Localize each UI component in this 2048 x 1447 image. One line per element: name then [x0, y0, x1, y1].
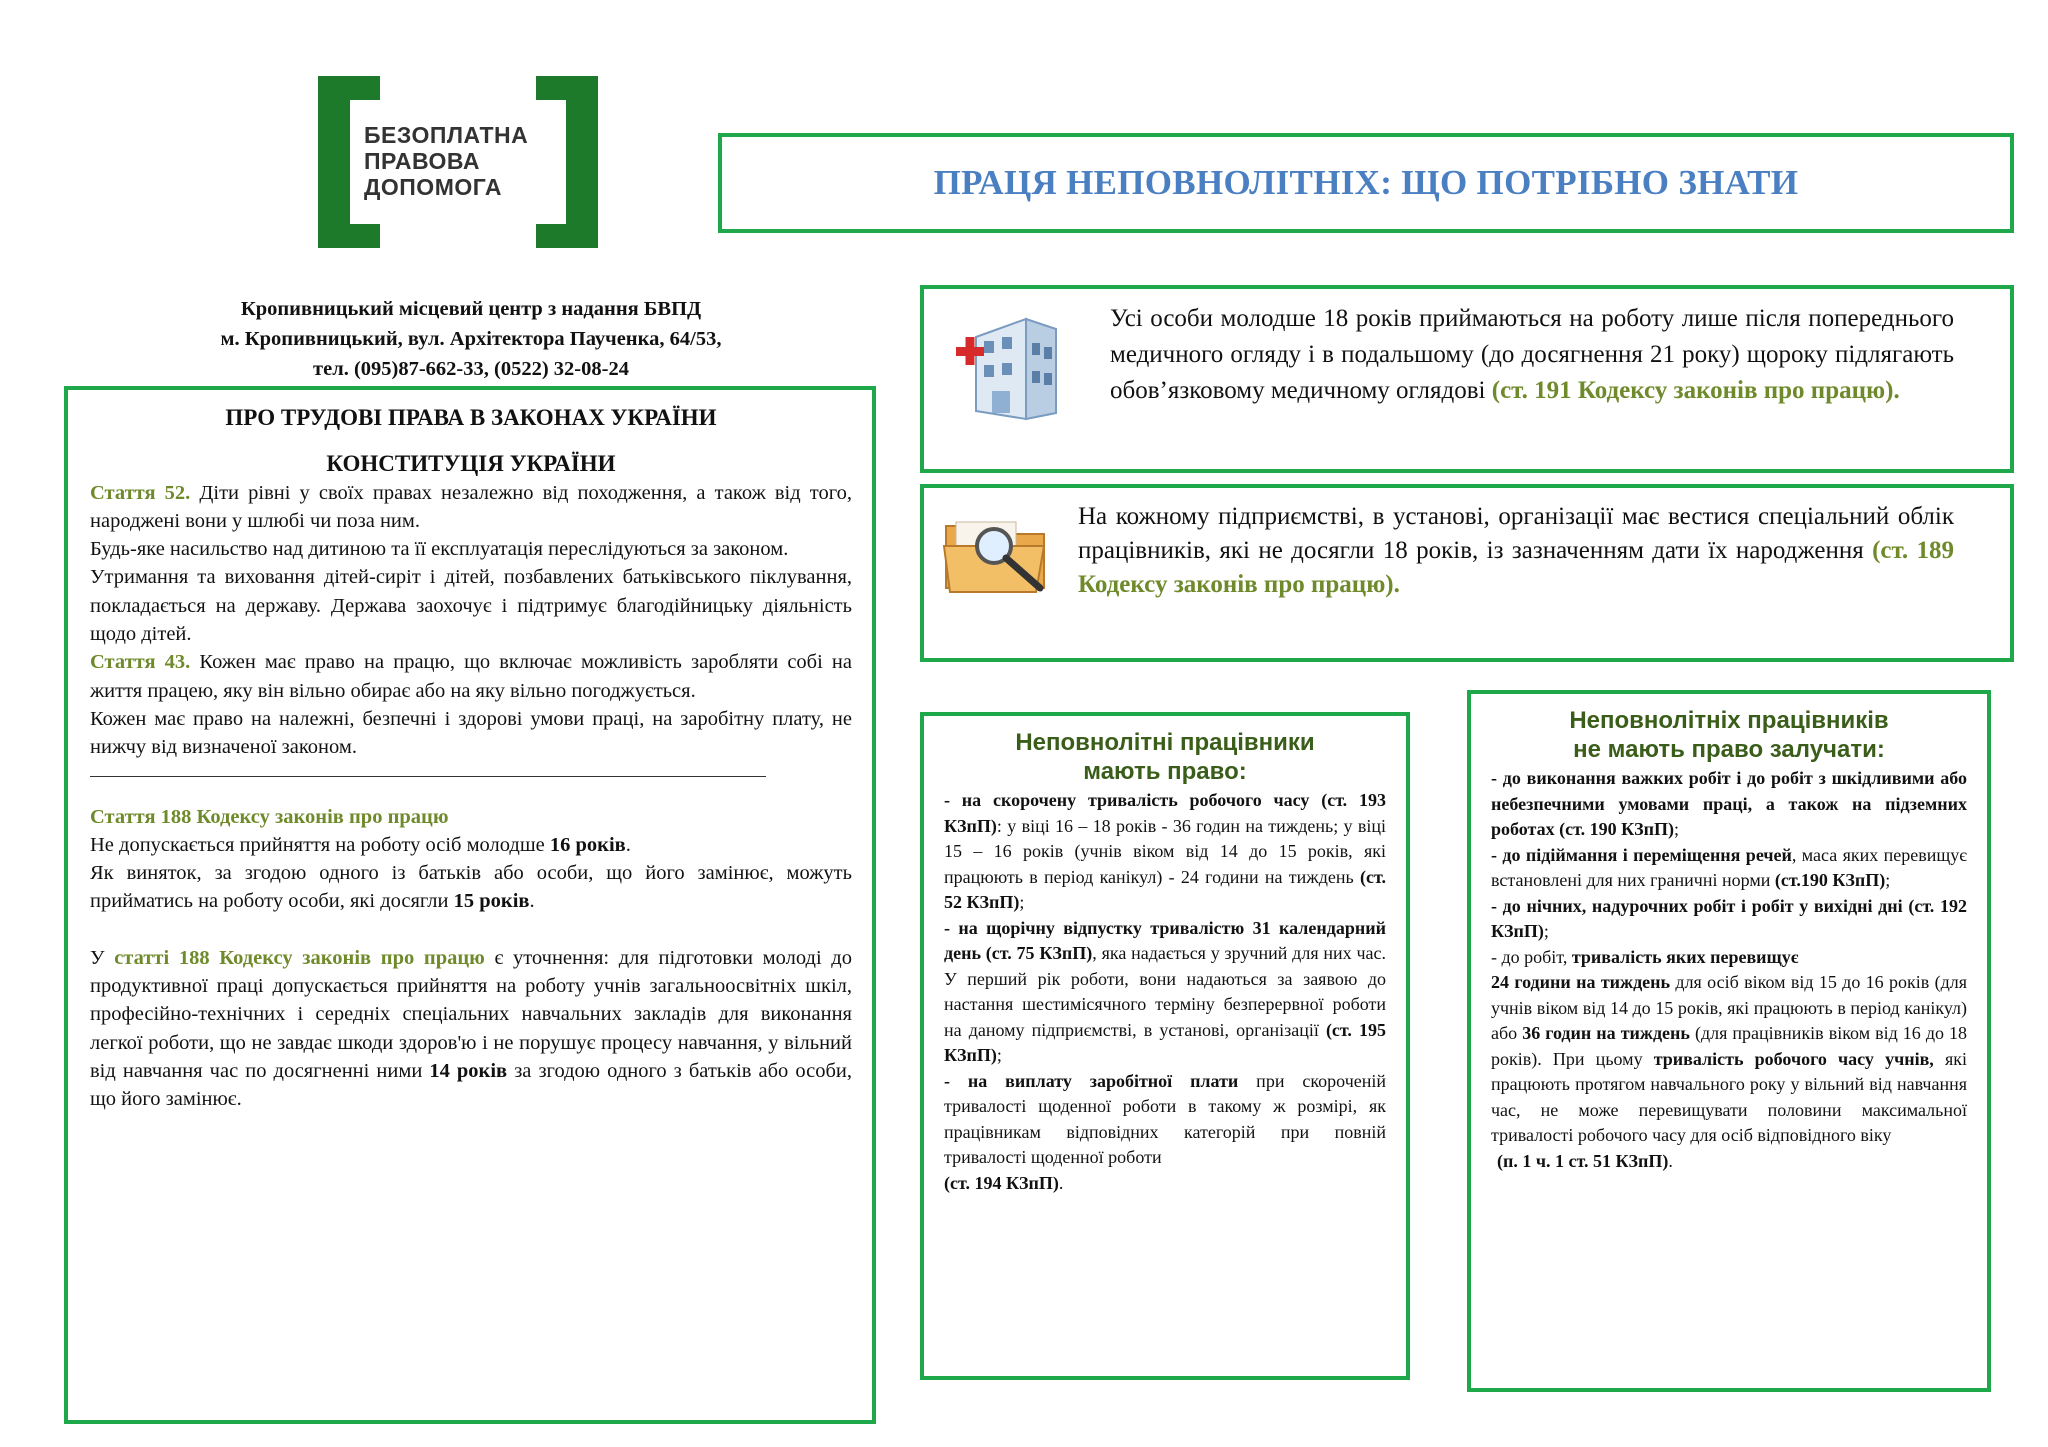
list-item: - до нічних, надурочних робіт і робіт у вихідні дні (ст. 192 КЗпП);: [1491, 895, 1967, 941]
folder-search-icon: [940, 510, 1060, 600]
paragraph: Кожен має право на належні, безпечні і здорові умови праці, на заробітну плату, не нижчу від визначеної законом.: [90, 707, 852, 759]
list-item-ref: (п. 1 ч. 1 ст. 51 КЗпП).: [1497, 1150, 1673, 1171]
divider: [90, 776, 766, 777]
constitution-heading: КОНСТИТУЦІЯ УКРАЇНИ: [326, 451, 616, 477]
records-text: На кожному підприємстві, в установі, організації має вестися спеціальний облік працівників, які не досягли 18 років, із зазначенням дати їх народження (ст. 189 Кодексу законів про працю).: [1078, 503, 1954, 598]
list-item: - на скорочену тривалість робочого часу (ст. 193 КЗпП): у віці 16 – 18 років - 36 годин на тиждень; у віці 15 – 16 років (учнів віком від 14 до 15 років, які працюють в період канікул) - 24 години на тиждень (ст. 52 КЗпП);: [944, 790, 1386, 912]
medical-text: Усі особи молодше 18 років приймаються на роботу лише після попереднього медичного огляду і в подальшому (до досягнення 21 року) щороку підлягають обов’язковому медичному оглядові (ст. 191 Кодексу законів про працю).: [1110, 305, 1954, 404]
hospital-icon: [946, 307, 1066, 427]
center-name: Кропивницький місцевий центр з надання БВПД: [240, 298, 702, 320]
paragraph: Утримання та виховання дітей-сиріт і дітей, позбавлених батьківського піклування, покладається на державу. Держава заохочує і підтримує благодійницьку діяльність щодо дітей.: [90, 566, 852, 646]
article-188-title: Стаття 188 Кодексу законів про працю: [90, 805, 449, 828]
paragraph: Не допускається прийняття на роботу осіб молодше 16 років.: [90, 833, 631, 856]
paragraph: У статті 188 Кодексу законів про працю є уточнення: для підготовки молоді до продуктивної праці допускається прийняття на роботу учнів загальноосвітніх шкіл, професійно-технічних і середніх спеціальних навчальних закладів для виконання легкої роботи, що не завдає шкоди здоров'ю і не порушує процесу навчання, у вільний від навчання час по досягненні ними 14 років за згодою одного з батьків або особи, що його замінює.: [90, 946, 852, 1111]
list-item: 24 години на тиждень для осіб віком від 15 до 16 років (для учнів віком від 14 до 15 років, які працюють в період канікул) або 36 годин на тиждень (для працівників віком від 16 до 18 років). При цьому тривалість робочого часу учнів, які працюють протягом навчального року у вільний від навчання час, не може перевищувати половини максимальної тривалості робочого часу для осіб відповідного віку: [1491, 972, 1968, 1145]
article-43: Стаття 43. Кожен має право на працю, що включає можливість заробляти собі на життя працею, яку він вільно обирає або на яку вільно погоджується.: [90, 651, 852, 702]
center-phones: тел. (095)87-662-33, (0522) 32-08-24: [313, 358, 629, 380]
page-title: ПРАЦЯ НЕПОВНОЛІТНІХ: ЩО ПОТРІБНО ЗНАТИ: [933, 163, 1799, 202]
center-address: м. Кропивницький, вул. Архітектора Паученка, 64/53,: [220, 328, 722, 350]
minors-prohibitions-box: [1467, 690, 1991, 1392]
center-contacts: [66, 294, 876, 384]
list-item: - на щорічну відпустку тривалістю 31 календарний день (ст. 75 КЗпП), яка надається у зручний для них час. У перший рік роботи, вони надаються за заявою до настання шестимісячного терміну безперервної роботи на даному підприємстві, в установі, організації (ст. 195 КЗпП);: [944, 917, 1387, 1065]
medical-exam-box: [920, 285, 2014, 473]
minors-rights-box: [920, 712, 1410, 1380]
page-title-box: [718, 133, 2014, 233]
list-item: - на виплату заробітної плати при скороченій тривалості щоденної роботи в такому ж розмірі, як працівникам відповідних категорій при повній тривалості щоденної роботи: [944, 1070, 1386, 1167]
list-item: - до виконання важких робіт і до робіт з шкідливими або небезпечними умовами праці, а також на підземних роботах (ст. 190 КЗпП);: [1491, 768, 1967, 839]
prohibitions-title: Неповнолітніх працівників не мають право залучати:: [1569, 707, 1889, 763]
logo: [318, 76, 598, 248]
employee-records-box: [920, 484, 2014, 662]
list-item-ref: (ст. 194 КЗпП).: [944, 1172, 1064, 1193]
labor-rights-section: [64, 386, 876, 1424]
paragraph: Як виняток, за згодою одного із батьків або особи, що його замінює, можуть прийматись на роботу особи, які досягли 15 років.: [90, 862, 852, 913]
logo-text: БЕЗОПЛАТНА ПРАВОВА ДОПОМОГА: [364, 122, 529, 200]
section-title: ПРО ТРУДОВІ ПРАВА В ЗАКОНАХ УКРАЇНИ: [225, 405, 717, 430]
paragraph: Будь-яке насильство над дитиною та її експлуатація переслідуються за законом.: [90, 538, 789, 561]
list-item: - до підіймання і переміщення речей, маса яких перевищує встановлені для них граничні норми (ст.190 КЗпП);: [1491, 844, 1967, 890]
article-52: Стаття 52. Діти рівні у своїх правах незалежно від походження, а також від того, народжені вони у шлюбі чи поза ним.: [90, 481, 852, 532]
rights-title: Неповнолітні працівники мають право:: [1015, 729, 1315, 785]
list-item: - до робіт, тривалість яких перевищує: [1491, 946, 1799, 967]
